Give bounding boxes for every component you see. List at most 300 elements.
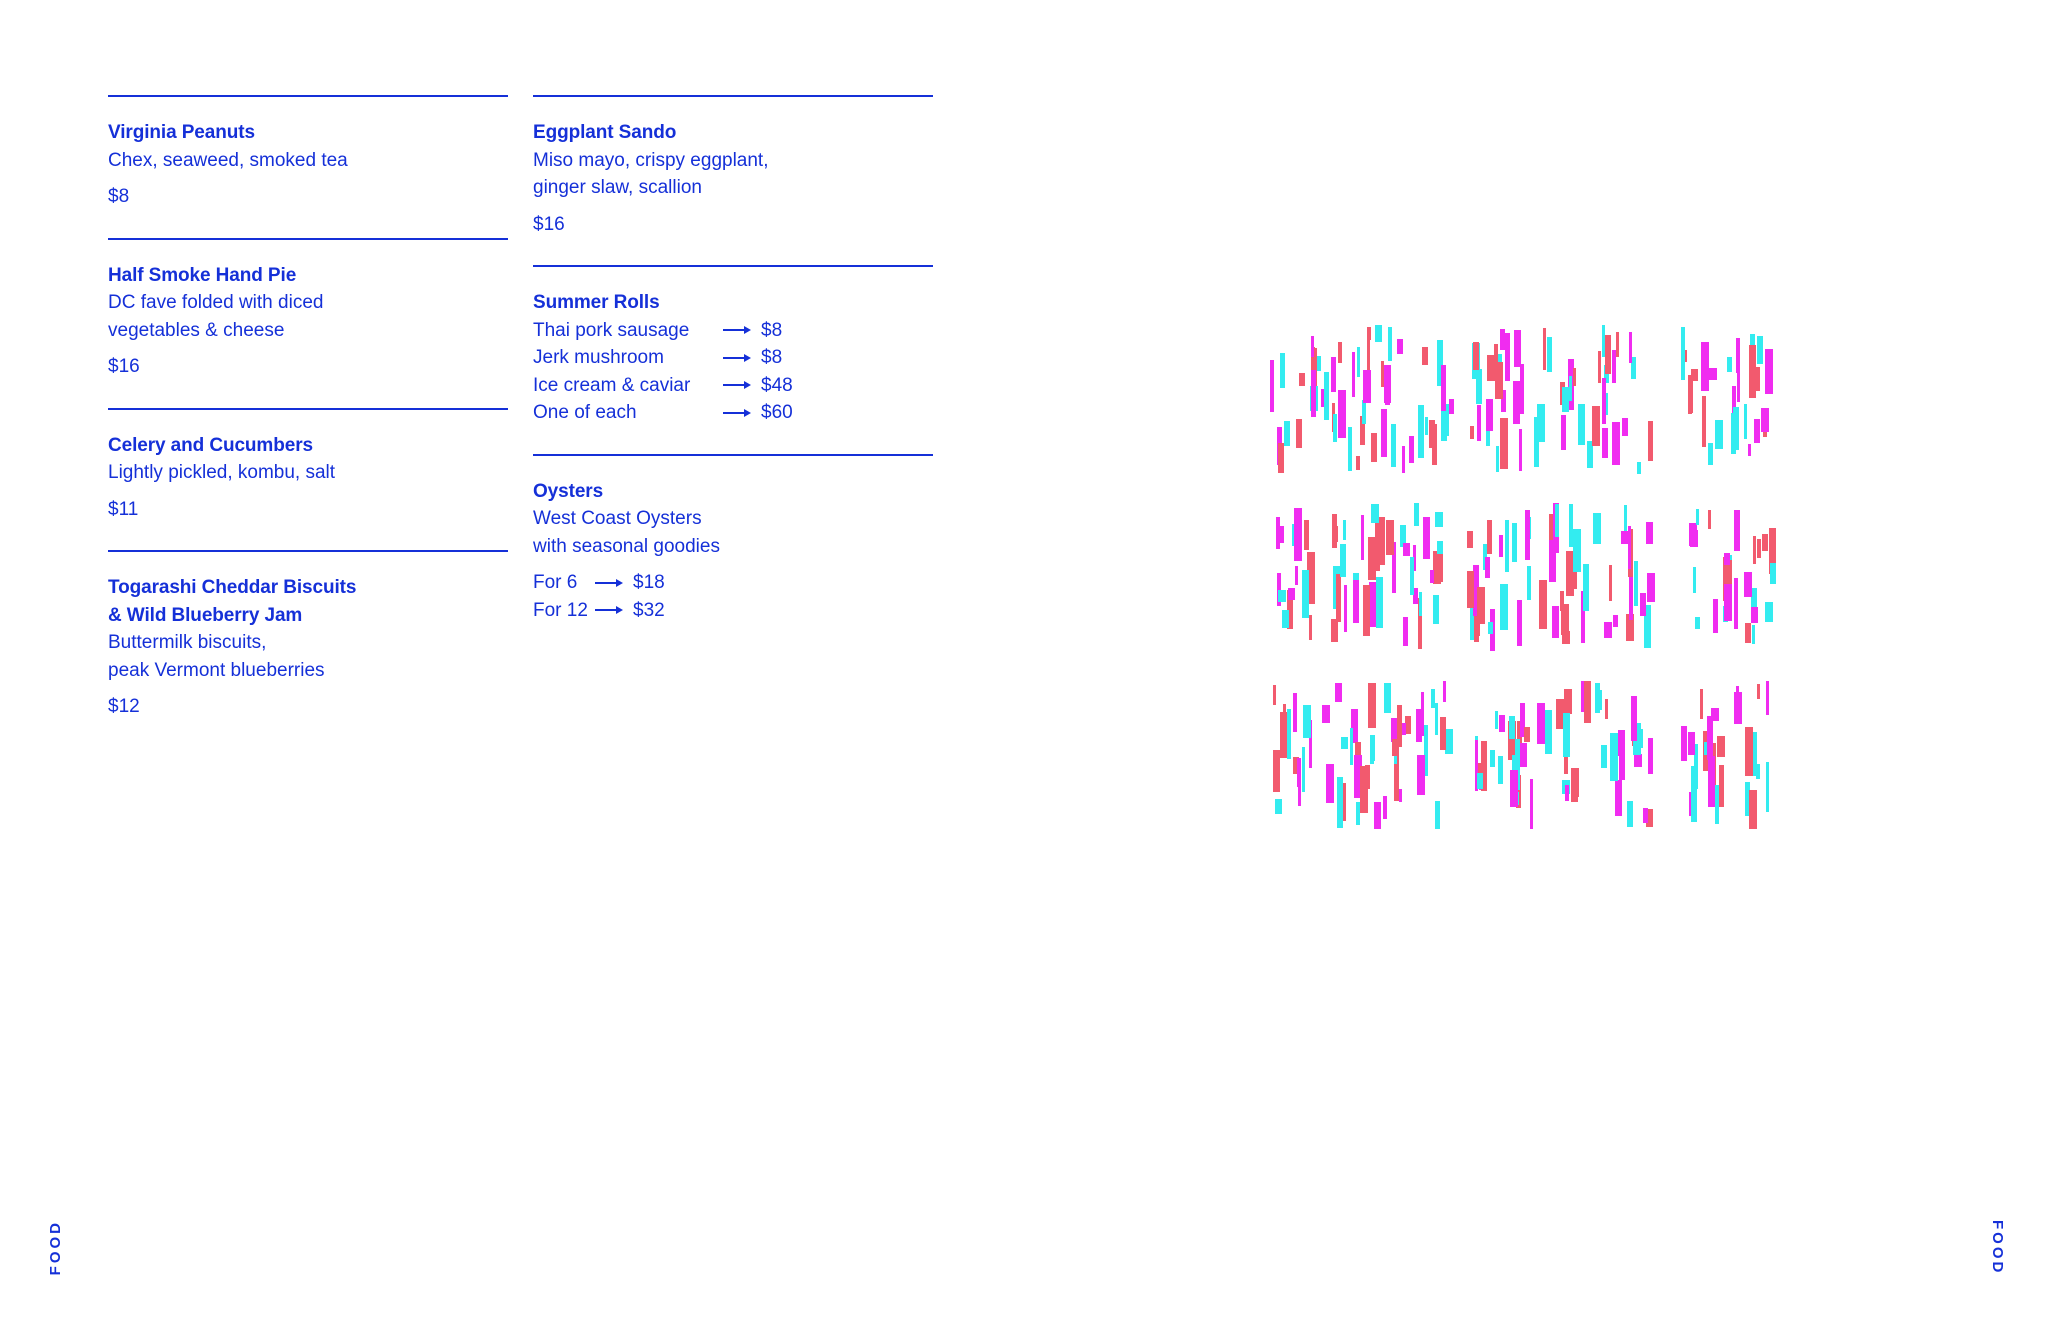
glitch-stroke (1525, 510, 1530, 560)
item-price: $16 (533, 213, 565, 235)
glitch-stroke (1500, 329, 1505, 350)
glitch-stroke (1696, 509, 1699, 525)
glitch-stroke (1500, 584, 1508, 630)
glitch-stroke (1539, 580, 1547, 629)
glitch-stroke (1333, 414, 1337, 442)
glitch-stroke (1381, 409, 1387, 457)
glitch-stroke (1616, 332, 1619, 357)
glitch-stroke (1273, 750, 1280, 792)
glitch-stroke (1474, 628, 1479, 642)
glitch-stroke (1612, 350, 1616, 383)
glitch-stroke (1757, 539, 1761, 558)
glitch-stroke (1369, 593, 1376, 627)
glitch-stroke (1637, 462, 1641, 474)
glitch-stroke (1602, 378, 1606, 424)
glitch-stroke (1353, 580, 1359, 623)
option-label: For 6 (533, 572, 578, 593)
glitch-stroke (1280, 353, 1285, 388)
glitch-glyph-pattern-icon (1260, 325, 1800, 855)
glitch-stroke (1425, 417, 1428, 435)
glitch-stroke (1496, 446, 1499, 472)
glitch-stroke (1634, 561, 1638, 606)
option-row (533, 344, 933, 372)
glitch-stroke (1302, 747, 1305, 792)
glitch-stroke (1761, 408, 1769, 432)
option-label: Jerk mushroom (533, 347, 664, 368)
glitch-stroke (1449, 399, 1454, 414)
glitch-stroke (1715, 420, 1723, 449)
glitch-stroke (1295, 566, 1298, 585)
glitch-stroke (1431, 689, 1435, 708)
menu-item-celery-cucumbers (108, 408, 508, 551)
glitch-stroke (1311, 336, 1314, 357)
glitch-stroke (1510, 770, 1518, 807)
item-description: with seasonal goodies (533, 535, 720, 557)
glitch-stroke (1273, 685, 1276, 705)
glitch-stroke (1363, 370, 1371, 403)
glitch-stroke (1309, 615, 1312, 640)
glitch-stroke (1293, 693, 1297, 732)
glitch-stroke (1622, 418, 1628, 436)
glitch-stroke (1701, 342, 1709, 391)
option-price: $60 (761, 402, 793, 423)
glitch-stroke (1429, 420, 1435, 448)
glitch-stroke (1766, 681, 1769, 715)
glitch-stroke (1745, 623, 1751, 643)
glitch-stroke (1631, 696, 1637, 741)
glitch-stroke (1561, 415, 1566, 450)
glitch-stroke (1527, 566, 1531, 600)
glitch-stroke (1486, 399, 1493, 431)
glitch-stroke (1340, 544, 1346, 577)
option-price: $8 (761, 319, 783, 341)
glitch-stroke (1441, 411, 1447, 441)
item-description: Lightly pickled, kombu, salt (108, 462, 336, 483)
glitch-stroke (1569, 376, 1572, 401)
glitch-stroke (1734, 692, 1742, 724)
option-label: Thai pork sausage (533, 319, 690, 341)
glitch-stroke (1419, 592, 1422, 616)
glitch-stroke (1365, 765, 1370, 789)
glitch-stroke (1648, 738, 1653, 774)
glitch-stroke (1399, 789, 1402, 802)
glitch-stroke (1303, 705, 1311, 738)
glitch-stroke (1621, 531, 1629, 544)
glitch-stroke (1370, 744, 1374, 764)
glitch-stroke (1571, 780, 1578, 802)
glitch-stroke (1566, 551, 1574, 596)
glitch-stroke (1500, 418, 1508, 469)
glitch-stroke (1282, 610, 1289, 628)
glitch-stroke (1640, 593, 1646, 616)
glitch-stroke (1356, 802, 1360, 825)
glitch-stroke (1337, 777, 1343, 828)
glitch-stroke (1690, 530, 1698, 547)
glitch-stroke (1707, 716, 1713, 760)
glitch-stroke (1731, 413, 1736, 454)
menu-item-virginia-peanuts (108, 95, 508, 238)
glitch-stroke (1430, 570, 1434, 583)
glitch-stroke (1578, 404, 1585, 445)
glitch-stroke (1381, 361, 1384, 387)
glitch-stroke (1499, 535, 1503, 557)
glitch-stroke (1583, 564, 1589, 611)
menu-item-eggplant-sando (533, 95, 933, 265)
item-description: DC fave folded with diced (108, 292, 324, 313)
glitch-stroke (1324, 372, 1329, 420)
glitch-stroke (1724, 553, 1730, 565)
glitch-stroke (1384, 683, 1391, 713)
item-description: Chex, seaweed, smoked tea (108, 149, 348, 171)
glitch-stroke (1605, 699, 1608, 719)
glitch-stroke (1299, 373, 1305, 386)
item-name: Togarashi Cheddar Biscuits (108, 577, 357, 598)
side-label-left: FOOD (47, 1220, 64, 1276)
glitch-stroke (1628, 526, 1631, 569)
glitch-stroke (1598, 351, 1601, 383)
glitch-stroke (1498, 756, 1503, 784)
glitch-stroke (1517, 600, 1522, 646)
glitch-stroke (1417, 755, 1425, 795)
glitch-stroke (1487, 355, 1495, 381)
glitch-stroke (1765, 349, 1773, 394)
glitch-stroke (1681, 726, 1687, 761)
glitch-stroke (1294, 508, 1302, 561)
glitch-stroke (1445, 729, 1453, 754)
glitch-stroke (1727, 357, 1732, 372)
glitch-stroke (1545, 710, 1552, 754)
glitch-stroke (1275, 799, 1282, 814)
option-row (533, 399, 933, 427)
glitch-stroke (1322, 705, 1330, 723)
glitch-stroke (1418, 405, 1424, 458)
item-price: $12 (108, 696, 140, 717)
glitch-stroke (1602, 325, 1605, 357)
glitch-stroke (1297, 758, 1301, 787)
glitch-stroke (1443, 681, 1446, 702)
glitch-stroke (1397, 339, 1403, 354)
glitch-stroke (1371, 504, 1379, 523)
glitch-stroke (1520, 364, 1524, 414)
glitch-stroke (1476, 369, 1482, 404)
glitch-stroke (1477, 405, 1481, 441)
option-row (533, 372, 933, 400)
glitch-stroke (1744, 404, 1747, 439)
option-label: One of each (533, 402, 637, 423)
glitch-stroke (1555, 504, 1559, 537)
glitch-stroke (1371, 433, 1377, 462)
glitch-stroke (1362, 400, 1366, 424)
glitch-stroke (1338, 342, 1342, 363)
glitch-stroke (1593, 513, 1601, 544)
glitch-stroke (1326, 764, 1334, 803)
glitch-stroke (1563, 713, 1570, 757)
option-row (533, 597, 933, 625)
glitch-stroke (1356, 456, 1360, 470)
glitch-stroke (1435, 703, 1438, 735)
glitch-stroke (1524, 727, 1530, 742)
glitch-stroke (1311, 370, 1316, 417)
menu-item-half-smoke-hand-pie (108, 238, 508, 408)
menu-column-left (108, 95, 508, 748)
glitch-stroke (1519, 429, 1522, 471)
glitch-stroke (1512, 523, 1517, 562)
glitch-stroke (1765, 602, 1773, 622)
glitch-stroke (1751, 607, 1758, 623)
glitch-stroke (1610, 733, 1618, 781)
glitch-stroke (1520, 743, 1527, 767)
glitch-stroke (1695, 617, 1700, 629)
glitch-stroke (1713, 599, 1718, 633)
arrow-right-icon (595, 569, 623, 596)
glitch-stroke (1770, 563, 1776, 584)
glitch-stroke (1530, 779, 1533, 829)
menu-column-right (533, 95, 933, 651)
glitch-stroke (1745, 727, 1753, 776)
glitch-stroke (1386, 520, 1394, 555)
item-description: vegetables & cheese (108, 319, 285, 341)
glitch-stroke (1592, 406, 1600, 446)
glitch-stroke (1344, 585, 1347, 632)
glitch-stroke (1691, 369, 1698, 381)
item-name: Virginia Peanuts (108, 122, 255, 143)
glitch-stroke (1757, 684, 1760, 699)
side-label-right: FOOD (1989, 1220, 2006, 1276)
glitch-stroke (1343, 520, 1346, 540)
item-name: Eggplant Sando (533, 122, 677, 143)
glitch-stroke (1643, 808, 1648, 823)
glitch-stroke (1640, 729, 1643, 748)
glitch-stroke (1543, 328, 1546, 370)
glitch-stroke (1509, 716, 1515, 739)
item-description: peak Vermont blueberries (108, 659, 325, 681)
glitch-stroke (1629, 576, 1633, 620)
glitch-stroke (1734, 578, 1738, 629)
glitch-stroke (1734, 510, 1740, 551)
glitch-stroke (1341, 737, 1348, 749)
glitch-stroke (1495, 362, 1503, 399)
option-price: $18 (633, 572, 665, 593)
option-label: For 12 (533, 599, 588, 621)
glitch-stroke (1414, 503, 1419, 526)
menu-item-summer-rolls (533, 265, 933, 454)
glitch-stroke (1488, 622, 1493, 634)
glitch-stroke (1422, 347, 1428, 365)
glitch-stroke (1392, 739, 1399, 756)
glitch-stroke (1435, 554, 1443, 582)
glitch-stroke (1564, 689, 1572, 714)
item-name: Half Smoke Hand Pie (108, 264, 297, 286)
arrow-right-icon (723, 344, 751, 371)
glitch-stroke (1556, 699, 1564, 729)
arrow-right-icon (723, 317, 751, 344)
glitch-stroke (1435, 801, 1440, 829)
glitch-stroke (1534, 417, 1539, 467)
glitch-stroke (1754, 419, 1760, 443)
item-price: $8 (108, 186, 130, 207)
glitch-stroke (1477, 773, 1483, 789)
glitch-stroke (1605, 335, 1611, 374)
glitch-stroke (1691, 778, 1697, 822)
glitch-stroke (1609, 565, 1612, 601)
glitch-stroke (1499, 715, 1505, 732)
item-description: Buttermilk biscuits, (108, 632, 267, 653)
glitch-stroke (1477, 587, 1485, 624)
glitch-stroke (1749, 790, 1757, 829)
glitch-stroke (1391, 718, 1398, 742)
glitch-stroke (1748, 444, 1751, 456)
glitch-stroke (1284, 421, 1290, 446)
item-name: Summer Rolls (533, 292, 660, 313)
glitch-stroke (1561, 604, 1569, 635)
glitch-stroke (1403, 617, 1408, 646)
glitch-stroke (1361, 515, 1364, 560)
glitch-stroke (1278, 590, 1286, 602)
glitch-stroke (1440, 717, 1446, 750)
glitch-stroke (1552, 606, 1559, 638)
glitch-stroke (1647, 573, 1655, 602)
glitch-stroke (1688, 383, 1692, 414)
glitch-stroke (1648, 421, 1653, 461)
glitch-stroke (1627, 801, 1633, 827)
glitch-stroke (1441, 365, 1446, 417)
glitch-stroke (1547, 337, 1552, 372)
item-description: West Coast Oysters (533, 508, 702, 529)
glitch-stroke (1423, 517, 1430, 559)
glitch-stroke (1613, 615, 1618, 627)
glitch-stroke (1597, 690, 1602, 710)
glitch-stroke (1391, 424, 1396, 467)
glitch-stroke (1629, 332, 1632, 363)
arrow-right-icon (723, 399, 751, 426)
glitch-stroke (1736, 338, 1740, 373)
glitch-stroke (1618, 730, 1625, 756)
glitch-stroke (1719, 765, 1724, 807)
glitch-stroke (1467, 571, 1474, 608)
glitch-stroke (1416, 709, 1422, 742)
glitch-stroke (1537, 703, 1545, 744)
glitch-stroke (1375, 325, 1382, 342)
glitch-stroke (1565, 785, 1569, 801)
item-name: Celery and Cucumbers (108, 434, 313, 456)
option-row (533, 317, 933, 345)
arrow-right-icon (723, 372, 751, 399)
glitch-stroke (1304, 520, 1309, 550)
glitch-stroke (1584, 681, 1591, 723)
glitch-stroke (1402, 446, 1405, 473)
glitch-stroke (1646, 522, 1653, 544)
option-price: $48 (761, 374, 793, 396)
glitch-stroke (1335, 683, 1342, 702)
glitch-stroke (1388, 327, 1392, 361)
glitch-stroke (1562, 387, 1569, 412)
glitch-stroke (1331, 357, 1336, 392)
glitch-stroke (1693, 567, 1696, 593)
glitch-stroke (1280, 526, 1284, 543)
glitch-stroke (1352, 352, 1355, 397)
glitch-stroke (1403, 543, 1410, 556)
item-description: ginger slaw, scallion (533, 177, 702, 198)
option-price: $8 (761, 347, 783, 368)
glitch-stroke (1715, 785, 1719, 824)
glitch-stroke (1338, 390, 1346, 438)
glitch-stroke (1467, 531, 1473, 548)
glitch-stroke (1487, 520, 1492, 554)
glitch-stroke (1681, 327, 1685, 380)
glitch-stroke (1604, 622, 1612, 638)
glitch-stroke (1490, 750, 1495, 767)
glitch-stroke (1708, 510, 1711, 529)
item-description: Miso mayo, crispy eggplant, (533, 149, 769, 171)
glitch-stroke (1383, 796, 1387, 819)
glitch-stroke (1280, 719, 1286, 758)
glitch-stroke (1744, 572, 1752, 597)
glitch-stroke (1470, 426, 1474, 439)
item-price: $16 (108, 356, 140, 377)
glitch-stroke (1569, 510, 1572, 547)
item-name: & Wild Blueberry Jam (108, 604, 303, 626)
glitch-stroke (1384, 365, 1391, 403)
glitch-stroke (1749, 345, 1756, 398)
glitch-stroke (1270, 360, 1274, 412)
glitch-stroke (1766, 762, 1769, 812)
glitch-stroke (1505, 333, 1510, 381)
glitch-stroke (1288, 588, 1295, 600)
glitch-stroke (1473, 342, 1479, 370)
glitch-stroke (1612, 422, 1620, 465)
glitch-stroke (1350, 728, 1353, 765)
glitch-stroke (1409, 436, 1414, 463)
glitch-stroke (1615, 780, 1622, 816)
menu-item-oysters (533, 454, 933, 652)
item-name: Oysters (533, 480, 604, 502)
glitch-stroke (1505, 520, 1509, 572)
glitch-stroke (1374, 802, 1381, 829)
arrow-right-icon (595, 597, 623, 624)
glitch-stroke (1702, 396, 1706, 447)
glitch-stroke (1410, 557, 1414, 595)
glitch-stroke (1708, 443, 1713, 465)
glitch-stroke (1332, 514, 1337, 548)
glitch-stroke (1624, 505, 1627, 531)
glitch-stroke (1278, 443, 1284, 473)
glitch-stroke (1485, 557, 1490, 578)
glitch-stroke (1276, 517, 1280, 549)
glitch-stroke (1363, 585, 1370, 636)
glitch-stroke (1688, 732, 1695, 755)
glitch-stroke (1752, 625, 1755, 644)
glitch-stroke (1336, 574, 1341, 622)
glitch-stroke (1435, 512, 1443, 527)
glitch-stroke (1296, 419, 1302, 448)
option-row (533, 569, 933, 597)
glitch-stroke (1513, 381, 1520, 424)
glitch-stroke (1287, 709, 1291, 759)
glitch-stroke (1634, 754, 1642, 767)
glitch-stroke (1700, 689, 1703, 719)
glitch-stroke (1368, 683, 1376, 728)
menu-item-togarashi-biscuits (108, 550, 508, 748)
glitch-stroke (1573, 529, 1581, 572)
option-price: $32 (633, 599, 665, 621)
glitch-stroke (1708, 756, 1715, 807)
glitch-stroke (1724, 584, 1732, 621)
glitch-stroke (1376, 577, 1383, 628)
glitch-stroke (1302, 570, 1309, 618)
glitch-stroke (1757, 336, 1763, 364)
glitch-stroke (1717, 736, 1725, 757)
glitch-stroke (1433, 595, 1439, 624)
